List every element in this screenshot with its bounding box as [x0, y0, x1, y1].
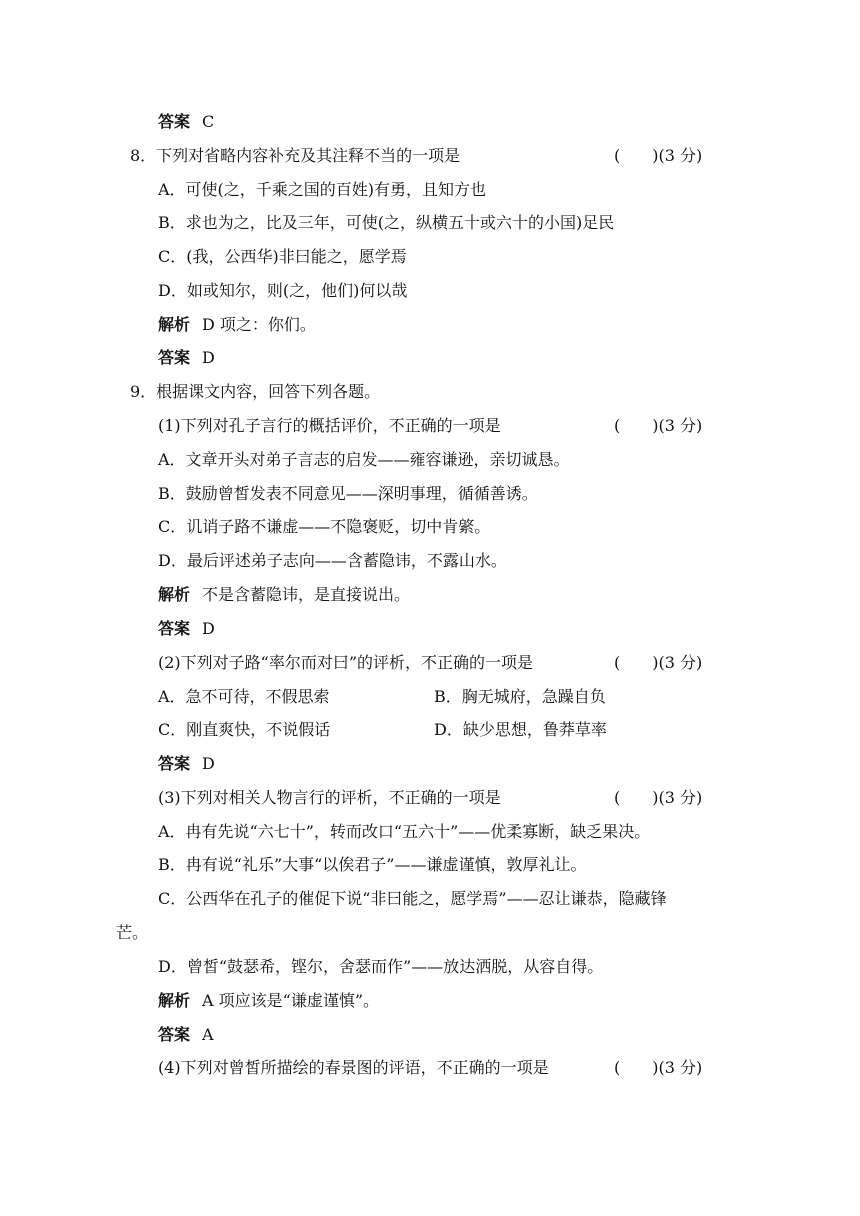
q9-4-stem: (4)下列对曾皙所描绘的春景图的评语，不正确的一项是 [158, 1058, 549, 1077]
answer-value: C [202, 112, 215, 131]
q9-3-option-b: B．冉有说“礼乐”大事“以俟君子”——谦虚谨慎，敦厚礼让。 [158, 855, 587, 874]
q8-option-b: B．求也为之，比及三年，可使(之，纵横五十或六十的小国)足民 [158, 213, 615, 232]
q8-stem: 8．下列对省略内容补充及其注释不当的一项是 [130, 146, 461, 165]
q9-3-answer [158, 1025, 214, 1045]
q9-1-option-a: A．文章开头对弟子言志的启发——雍容谦逊，亲切诚恳。 [158, 450, 570, 469]
q9-3-answer-bracket: ( )(3 分) [614, 788, 703, 807]
analysis-text: 不是含蓄隐讳，是直接说出。 [202, 585, 411, 604]
q9-1-option-b: B．鼓励曾皙发表不同意见——深明事理，循循善诱。 [158, 484, 538, 503]
q9-1-answer [158, 619, 215, 639]
q9-1-answer-bracket: ( )(3 分) [614, 416, 703, 435]
q9-3-stem: (3)下列对相关人物言行的评析，不正确的一项是 [158, 788, 501, 807]
q9-4-answer-bracket: ( )(3 分) [614, 1058, 703, 1077]
answer-value: A [202, 1025, 214, 1044]
q8-option-d: D．如或知尔，则(之，他们)何以哉 [158, 281, 408, 300]
q8-answer [158, 348, 215, 368]
q9-3-option-a: A．冉有先说“六七十”，转而改口“五六十”——优柔寡断，缺乏果决。 [158, 822, 651, 841]
answer-label: 答案 [158, 348, 191, 367]
q9-1-option-c: C．讥诮子路不谦虚——不隐褒贬，切中肯綮。 [158, 517, 491, 536]
answer-label: 答案 [158, 112, 191, 131]
answer-label: 答案 [158, 754, 191, 773]
analysis-label: 解析 [158, 991, 191, 1010]
analysis-text: D 项之：你们。 [202, 315, 316, 334]
q8-analysis [158, 315, 316, 335]
analysis-label: 解析 [158, 315, 191, 334]
q9-2-option-d: D．缺少思想，鲁莽草率 [434, 720, 607, 739]
answer-label: 答案 [158, 619, 191, 638]
q9-3-analysis [158, 991, 379, 1011]
q9-2-answer [158, 754, 215, 774]
answer-value: D [202, 348, 215, 367]
q9-2-option-c: C．刚直爽快，不说假话 [158, 720, 331, 739]
q9-1-option-d: D．最后评述弟子志向——含蓄隐讳，不露山水。 [158, 551, 507, 570]
q8-option-c: C．(我，公西华)非曰能之，愿学焉 [158, 247, 407, 266]
q9-2-option-a: A．急不可待，不假思索 [158, 687, 330, 706]
q8-answer-bracket: ( )(3 分) [614, 146, 703, 165]
q9-2-stem: (2)下列对子路“率尔而对曰”的评析，不正确的一项是 [158, 653, 534, 672]
q9-3-option-c: C．公西华在孔子的催促下说“非曰能之，愿学焉”——忍让谦恭，隐藏锋 [158, 889, 667, 908]
answer-value: D [202, 619, 215, 638]
q9-2-option-b: B．胸无城府，急躁自负 [434, 687, 606, 706]
answer-label: 答案 [158, 1025, 191, 1044]
q9-3-option-d: D．曾皙“鼓瑟希，铿尔，舍瑟而作”——放达洒脱，从容自得。 [158, 957, 604, 976]
q9-3-option-c-continued: 芒。 [116, 923, 149, 942]
q8-option-a: A．可使(之，千乘之国的百姓)有勇，且知方也 [158, 180, 487, 199]
answer-value: D [202, 754, 215, 773]
q9-stem: 9．根据课文内容，回答下列各题。 [130, 382, 381, 401]
q7-answer [158, 112, 214, 132]
q9-2-answer-bracket: ( )(3 分) [614, 653, 703, 672]
analysis-label: 解析 [158, 585, 191, 604]
q9-1-analysis [158, 585, 410, 605]
q9-1-stem: (1)下列对孔子言行的概括评价，不正确的一项是 [158, 416, 501, 435]
analysis-text: A 项应该是“谦虚谨慎”。 [202, 991, 380, 1010]
